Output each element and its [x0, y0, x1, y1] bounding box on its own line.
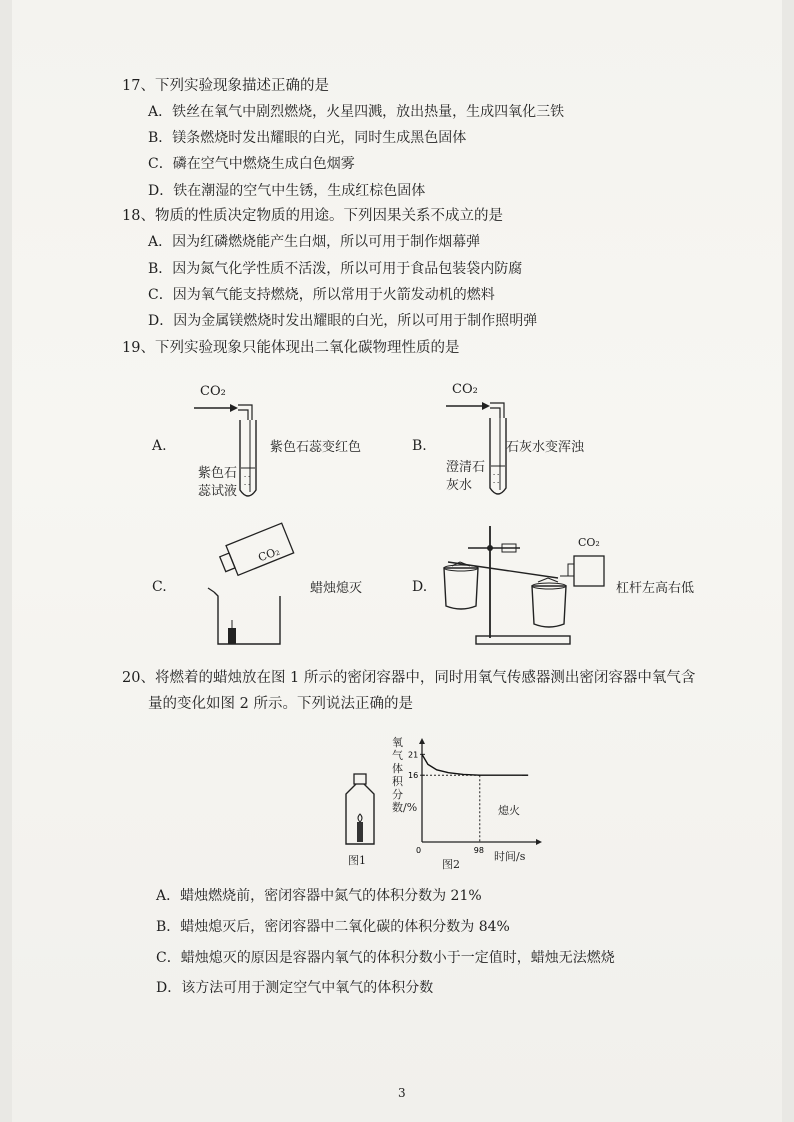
q19-b-liquid-line2: 灰水 [446, 478, 473, 493]
q19-a-liquid-line2: 蕊试液 [198, 484, 238, 499]
q19-a-result: 紫色石蕊变红色 [270, 440, 362, 455]
chart-y-tick-label: 16 [408, 771, 419, 781]
q19-option-c-letter: C. [152, 579, 167, 595]
q20-option-c: C．蜡烛熄灭的原因是容器内氧气的体积分数小于一定值时，蜡烛无法燃烧 [156, 950, 615, 966]
q19-option-b-letter: B. [412, 438, 427, 454]
chart-y-arrow [419, 738, 425, 744]
exam-page [12, 0, 782, 1122]
q17-option-a: A．铁丝在氧气中剧烈燃烧，火星四溅，放出热量，生成四氧化三铁 [148, 104, 565, 120]
q19-c-gas-label: CO₂ [256, 544, 282, 565]
chart-annotation: 熄火 [498, 804, 520, 817]
q18-option-d: D．因为金属镁燃烧时发出耀眼的白光，所以可用于制作照明弹 [148, 313, 538, 329]
q17-stem: 17、下列实验现象描述正确的是 [122, 78, 329, 94]
q20-stem-line1: 20、将燃着的蜡烛放在图 1 所示的密闭容器中，同时用氧气传感器测出密闭容器中氧气含 [122, 670, 696, 686]
q18-option-c: C．因为氧气能支持燃烧，所以常用于火箭发动机的燃料 [148, 287, 495, 303]
q18-stem: 18、物质的性质决定物质的用途。下列因果关系不成立的是 [122, 208, 503, 224]
q20-option-a: A．蜡烛燃烧前，密闭容器中氮气的体积分数为 21% [156, 888, 482, 904]
figure1-caption: 图1 [348, 854, 366, 867]
chart-x-tick-label: 98 [473, 846, 484, 855]
q20-stem-line2: 量的变化如图 2 所示。下列说法正确的是 [148, 696, 413, 712]
oxygen-chart [404, 738, 544, 858]
chart-x-arrow [536, 839, 542, 845]
figure2-caption: 图2 [442, 858, 460, 871]
q17-option-c: C．磷在空气中燃烧生成白色烟雾 [148, 156, 355, 172]
q19-option-a-letter: A. [152, 438, 167, 454]
q19-b-liquid-line1: 澄清石 [446, 460, 486, 475]
svg-text:- -: - - [493, 471, 500, 478]
svg-text:- -: - - [244, 473, 251, 480]
chart-y-tick-label: 21 [408, 750, 419, 760]
pouring-co2-beaker-candle [198, 520, 308, 650]
q18-option-b: B．因为氮气化学性质不活泼，所以可用于食品包装袋内防腐 [148, 261, 523, 277]
q19-option-d-letter: D. [412, 579, 428, 595]
svg-text:- -: - - [493, 479, 500, 486]
q20-option-b: B．蜡烛熄灭后，密闭容器中二氧化碳的体积分数为 84% [156, 919, 510, 935]
q19-stem: 19、下列实验现象只能体现出二氧化碳物理性质的是 [122, 340, 460, 356]
q19-a-liquid-line1: 紫色石 [198, 466, 238, 481]
q18-option-a: A．因为红磷燃烧能产生白烟，所以可用于制作烟幕弹 [148, 234, 481, 250]
q17-option-d: D．铁在潮湿的空气中生锈，生成红棕色固体 [148, 183, 426, 199]
q20-option-d: D．该方法可用于测定空气中氧气的体积分数 [156, 980, 434, 996]
chart-x-tick-label: 0 [416, 846, 422, 855]
q19-a-gas-label: CO₂ [200, 384, 226, 399]
q17-option-b: B．镁条燃烧时发出耀眼的白光，同时生成黑色固体 [148, 130, 467, 146]
chart-series-line [422, 754, 528, 775]
q19-b-result: 石灰水变浑浊 [506, 440, 585, 455]
q19-d-gas-label: CO₂ [578, 536, 600, 549]
q19-d-result: 杠杆左高右低 [616, 581, 695, 596]
chart-ylabel: 氧气体积分数/% [392, 736, 418, 814]
chart-xlabel: 时间/s [494, 850, 526, 863]
sealed-bottle-candle-figure [334, 770, 384, 850]
q19-c-result: 蜡烛熄灭 [310, 581, 363, 596]
q19-b-gas-label: CO₂ [452, 382, 478, 397]
svg-text:- -: - - [244, 481, 251, 488]
page-number: 3 [398, 1086, 406, 1100]
